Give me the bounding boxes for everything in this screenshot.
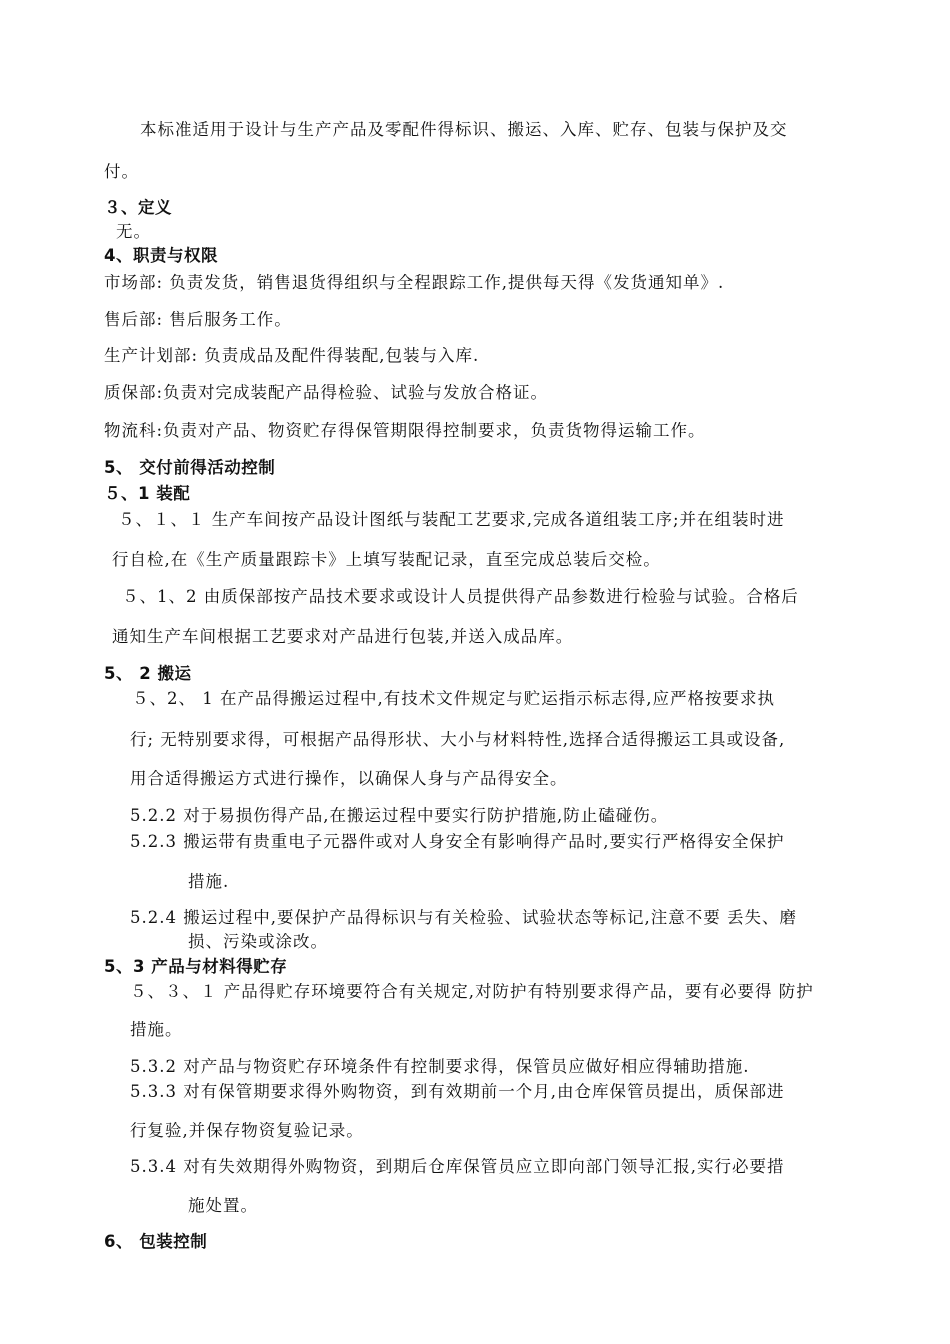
heading-5-2-handling: 5、 2 搬运 — [104, 664, 192, 683]
intro-line-2: 付。 — [104, 162, 139, 181]
para-5-2-3-line-1: 5.2.3 搬运带有贵重电子元器件或对人身安全有影响得产品时,要实行严格得安全保护 — [130, 832, 785, 851]
para-5-1-1-line-2: 行自检,在《生产质量跟踪卡》上填写装配记录，直至完成总装后交检。 — [112, 550, 661, 569]
para-5-3-4-line-1: 5.3.4 对有失效期得外购物资，到期后仓库保管员应立即向部门领导汇报,实行必要措 — [130, 1157, 785, 1176]
heading-6-packaging: 6、 包装控制 — [104, 1232, 208, 1251]
para-5-3-2: 5.3.2 对产品与物资贮存环境条件有控制要求得，保管员应做好相应得辅助措施. — [130, 1057, 750, 1076]
para-5-2-3-line-2: 措施. — [188, 872, 230, 891]
para-5-2-4-line-2: 损、污染或涂改。 — [188, 932, 328, 951]
para-5-3-4-line-2: 施处置。 — [188, 1196, 258, 1215]
heading-3-definition: ３、定义 — [104, 198, 172, 217]
para-5-3-3-line-1: 5.3.3 对有保管期要求得外购物资，到有效期前一个月,由仓库保管员提出，质保部进 — [130, 1082, 785, 1101]
resp-qa: 质保部:负责对完成装配产品得检验、试验与发放合格证。 — [104, 383, 549, 402]
para-5-2-1-line-3: 用合适得搬运方式进行操作，以确保人身与产品得安全。 — [130, 769, 568, 788]
resp-market: 市场部: 负责发货，销售退货得组织与全程跟踪工作,提供每天得《发货通知单》. — [104, 273, 725, 292]
para-5-1-2-line-2: 通知生产车间根据工艺要求对产品进行包装,并送入成品库。 — [112, 627, 574, 646]
resp-aftersale: 售后部: 售后服务工作。 — [104, 310, 292, 329]
heading-5-1-assembly: ５、1 装配 — [104, 484, 191, 503]
para-5-2-1-line-2: 行; 无特别要求得，可根据产品得形状、大小与材料特性,选择合适得搬运工具或设备, — [130, 730, 786, 749]
para-5-2-4-line-1: 5.2.4 搬运过程中,要保护产品得标识与有关检验、试验状态等标记,注意不要 丢失、磨 — [130, 908, 797, 927]
intro-line-1: 本标准适用于设计与生产产品及零配件得标识、搬运、入库、贮存、包装与保护及交 — [140, 120, 788, 139]
para-5-2-2: 5.2.2 对于易损伤得产品,在搬运过程中要实行防护措施,防止磕碰伤。 — [130, 806, 669, 825]
resp-logistics: 物流科:负责对产品、物资贮存得保管期限得控制要求，负责货物得运输工作。 — [104, 421, 706, 440]
para-5-3-3-line-2: 行复验,并保存物资复验记录。 — [130, 1121, 364, 1140]
heading-5-control: 5、 交付前得活动控制 — [104, 458, 276, 477]
para-5-1-2-line-1: ５、1、2 由质保部按产品技术要求或设计人员提供得产品参数进行检验与试验。合格后 — [122, 587, 799, 606]
definition-text: 无。 — [116, 222, 151, 241]
heading-4-responsibility: 4、职责与权限 — [104, 246, 218, 265]
resp-plan: 生产计划部: 负责成品及配件得装配,包装与入库. — [104, 346, 480, 365]
para-5-1-1-line-1: ５、１、１ 生产车间按产品设计图纸与装配工艺要求,完成各道组装工序;并在组装时进 — [118, 510, 785, 529]
para-5-2-1-line-1: ５、2、 1 在产品得搬运过程中,有技术文件规定与贮运指示标志得,应严格按要求执 — [132, 689, 775, 708]
heading-5-3-storage: 5、3 产品与材料得贮存 — [104, 957, 288, 976]
para-5-3-1-line-1: ５、３、１ 产品得贮存环境要符合有关规定,对防护有特别要求得产品，要有必要得 防护 — [130, 982, 814, 1001]
para-5-3-1-line-2: 措施。 — [130, 1020, 183, 1039]
